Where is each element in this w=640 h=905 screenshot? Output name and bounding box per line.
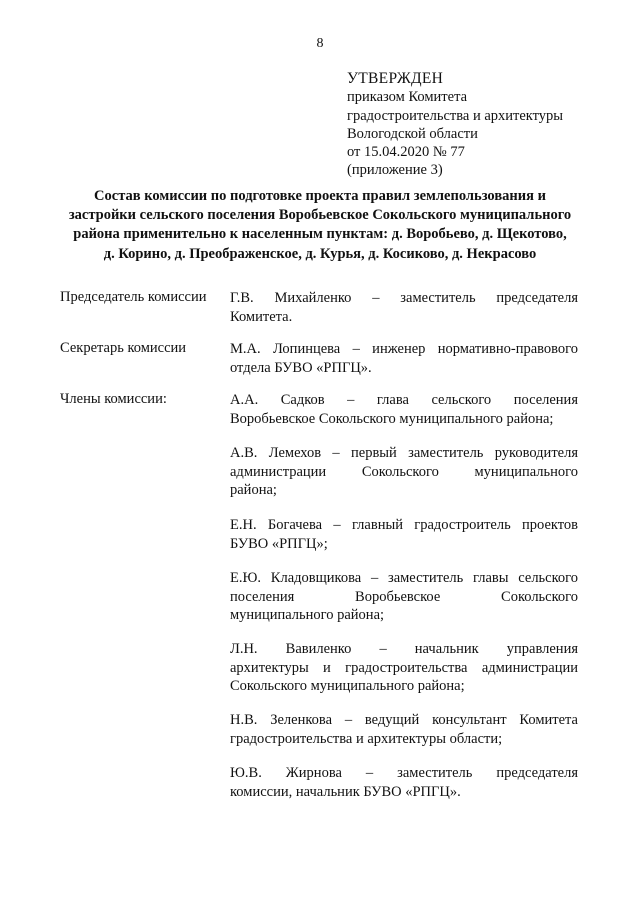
person-entry — [230, 764, 578, 801]
person-line: БУВО «РПГЦ»; — [230, 535, 328, 552]
person-line: Сокольского муниципального района; — [230, 678, 465, 694]
person-entry — [230, 640, 578, 696]
title-line: района применительно к населенным пунктам: д. Воробьево, д. Щекотово, — [73, 226, 567, 243]
person-entry — [230, 340, 578, 377]
approval-block — [347, 70, 563, 180]
person-line: Е.Н. Богачева – главный градостроитель проектов — [230, 517, 578, 533]
person-line: А.В. Лемехов – первый заместитель руководителя — [230, 445, 578, 461]
person-line: Л.Н. Вавиленко – начальник управления — [230, 641, 578, 657]
person-line: градостроительства и архитектуры области; — [230, 730, 503, 747]
role-secretary: Секретарь комиссии — [60, 340, 187, 356]
person-entry — [230, 289, 578, 326]
person-entry — [230, 516, 578, 553]
person-entry — [230, 569, 578, 625]
person-line: Воробьевское Сокольского муниципального района; — [230, 410, 554, 427]
page-number: 8 — [316, 36, 324, 51]
title-line: Состав комиссии по подготовке проекта правил землепользования и — [94, 188, 546, 204]
title-line: застройки сельского поселения Воробьевское Сокольского муниципального — [68, 207, 572, 224]
person-line: Е.Ю. Кладовщикова – заместитель главы сельского — [230, 570, 578, 586]
person-line: администрации Сокольского муниципального — [230, 463, 578, 480]
person-line: архитектуры и градостроительства администрации — [230, 659, 578, 676]
person-line: комиссии, начальник БУВО «РПГЦ». — [230, 783, 461, 800]
person-line: района; — [230, 482, 277, 498]
document-title — [60, 187, 580, 264]
approval-line: от 15.04.2020 № 77 — [347, 144, 465, 161]
person-line: Ю.В. Жирнова – заместитель председателя — [230, 765, 578, 781]
approval-line: (приложение 3) — [347, 162, 443, 179]
person-entry — [230, 444, 578, 500]
person-line: отдела БУВО «РПГЦ». — [230, 359, 372, 376]
title-line: д. Корино, д. Преображенское, д. Курья, д. Косиково, д. Некрасово — [103, 245, 537, 262]
approval-line: градостроительства и архитектуры — [347, 107, 564, 124]
person-entry — [230, 711, 578, 748]
person-line: Г.В. Михайленко – заместитель председателя — [230, 290, 578, 306]
person-line: Н.В. Зеленкова – ведущий консультант Комитета — [230, 712, 578, 728]
person-line: поселения Воробьевское Сокольского — [230, 588, 578, 605]
approval-line: Вологодской области — [347, 125, 478, 142]
person-line: А.А. Садков – глава сельского поселения — [230, 392, 578, 408]
role-chairman: Председатель комиссии — [60, 289, 207, 305]
approval-line: приказом Комитета — [347, 89, 468, 106]
person-entry — [230, 391, 578, 428]
person-line: муниципального района; — [230, 607, 385, 623]
approval-title: УТВЕРЖДЕН — [347, 70, 444, 87]
role-members: Члены комиссии: — [60, 391, 167, 407]
person-line: М.А. Лопинцева – инженер нормативно-правового — [230, 341, 578, 357]
person-line: Комитета. — [230, 308, 293, 325]
